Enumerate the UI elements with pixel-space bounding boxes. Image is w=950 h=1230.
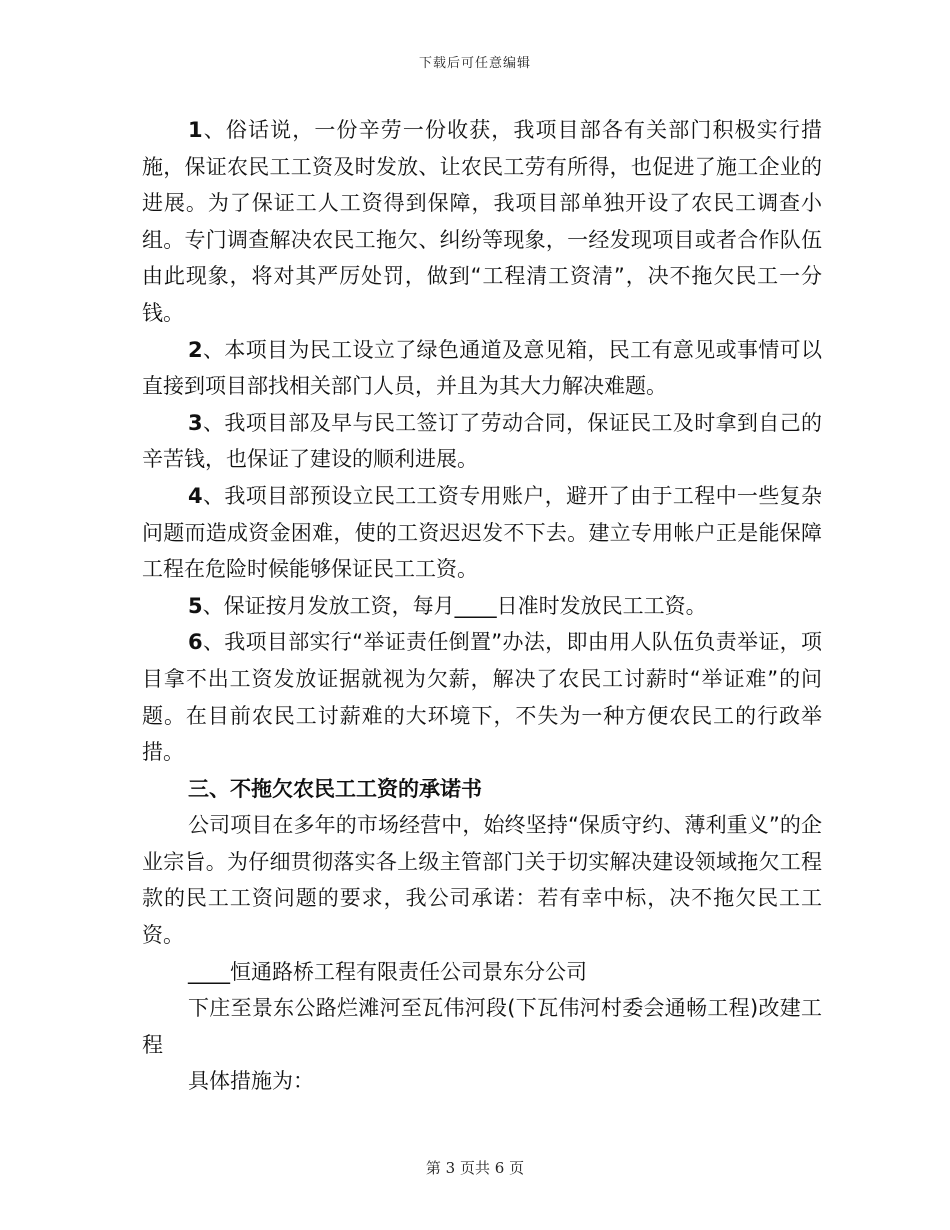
document-body bbox=[142, 112, 822, 1100]
page-header: 下载后可任意编辑 bbox=[418, 56, 531, 71]
measures-label: 具体措施为： bbox=[188, 1069, 314, 1094]
item-1-number: 1 bbox=[188, 118, 203, 142]
commitment-paragraph: 公司项目在多年的市场经营中，始终坚持“保质守约、薄利重义”的企业宗旨。为仔细贯彻落实各上级主管部门关于切实解决建设领域拖欠工程款的民工工资问题的要求，我公司承诺：若有幸中标，决不拖欠民工工资。 bbox=[142, 813, 822, 948]
project-name: 下庄至景东公路烂滩河至瓦伟河段(下瓦伟河村委会通畅工程)改建工程 bbox=[142, 996, 822, 1057]
item-4-number: 4 bbox=[188, 483, 203, 508]
item-4-text: 、我项目部预设立民工工资专用账户，避开了由于工程中一些复杂问题而造成资金困难，使的工资迟迟发不下去。建立专用帐户正是能保障工程在危险时候能够保证民工工资。 bbox=[142, 483, 822, 582]
item-2-number: 2 bbox=[188, 337, 203, 362]
company-name: ____恒通路桥工程有限责任公司景东分公司 bbox=[188, 959, 587, 984]
item-5-text: 、保证按月发放工资，每月____日准时发放民工工资。 bbox=[202, 593, 707, 618]
item-3-text: 、我项目部及早与民工签订了劳动合同，保证民工及时拿到自己的辛苦钱，也保证了建设的顺利进展。 bbox=[142, 410, 822, 472]
page-footer: 第 3 页共 6 页 bbox=[425, 1159, 525, 1177]
item-5 bbox=[142, 588, 822, 625]
item-3 bbox=[142, 405, 822, 478]
item-1 bbox=[142, 112, 822, 332]
item-2 bbox=[142, 332, 822, 405]
item-1-text: 、俗话说，一份辛劳一份收获，我项目部各有关部门积极实行措施，保证农民工工资及时发放、让农民工劳有所得，也促进了施工企业的进展。为了保证工人工资得到保障，我项目部单独开设了农民工调查小组。专门调查解决农民工拖欠、纠纷等现象，一经发现项目或者合作队伍由此现象，将对其严厉处罚，做到“工程清工资清”，决不拖欠民工一分钱。 bbox=[142, 118, 822, 325]
item-6-text: 、我项目部实行“举证责任倒置”办法，即由用人队伍负责举证，项目拿不出工资发放证据就视为欠薪，解决了农民工讨薪时“举证难”的问题。在目前农民工讨薪难的大环境下，不失为一种方便农民工的行政举措。 bbox=[142, 630, 822, 765]
item-4 bbox=[142, 478, 822, 588]
item-3-number: 3 bbox=[188, 410, 203, 435]
item-5-number: 5 bbox=[188, 593, 203, 618]
item-2-text: 、本项目为民工设立了绿色通道及意见箱，民工有意见或事情可以直接到项目部找相关部门人员，并且为其大力解决难题。 bbox=[142, 337, 822, 399]
item-6 bbox=[142, 624, 822, 770]
section-heading: 三、不拖欠农民工工资的承诺书 bbox=[188, 776, 482, 801]
item-6-number: 6 bbox=[188, 630, 203, 655]
